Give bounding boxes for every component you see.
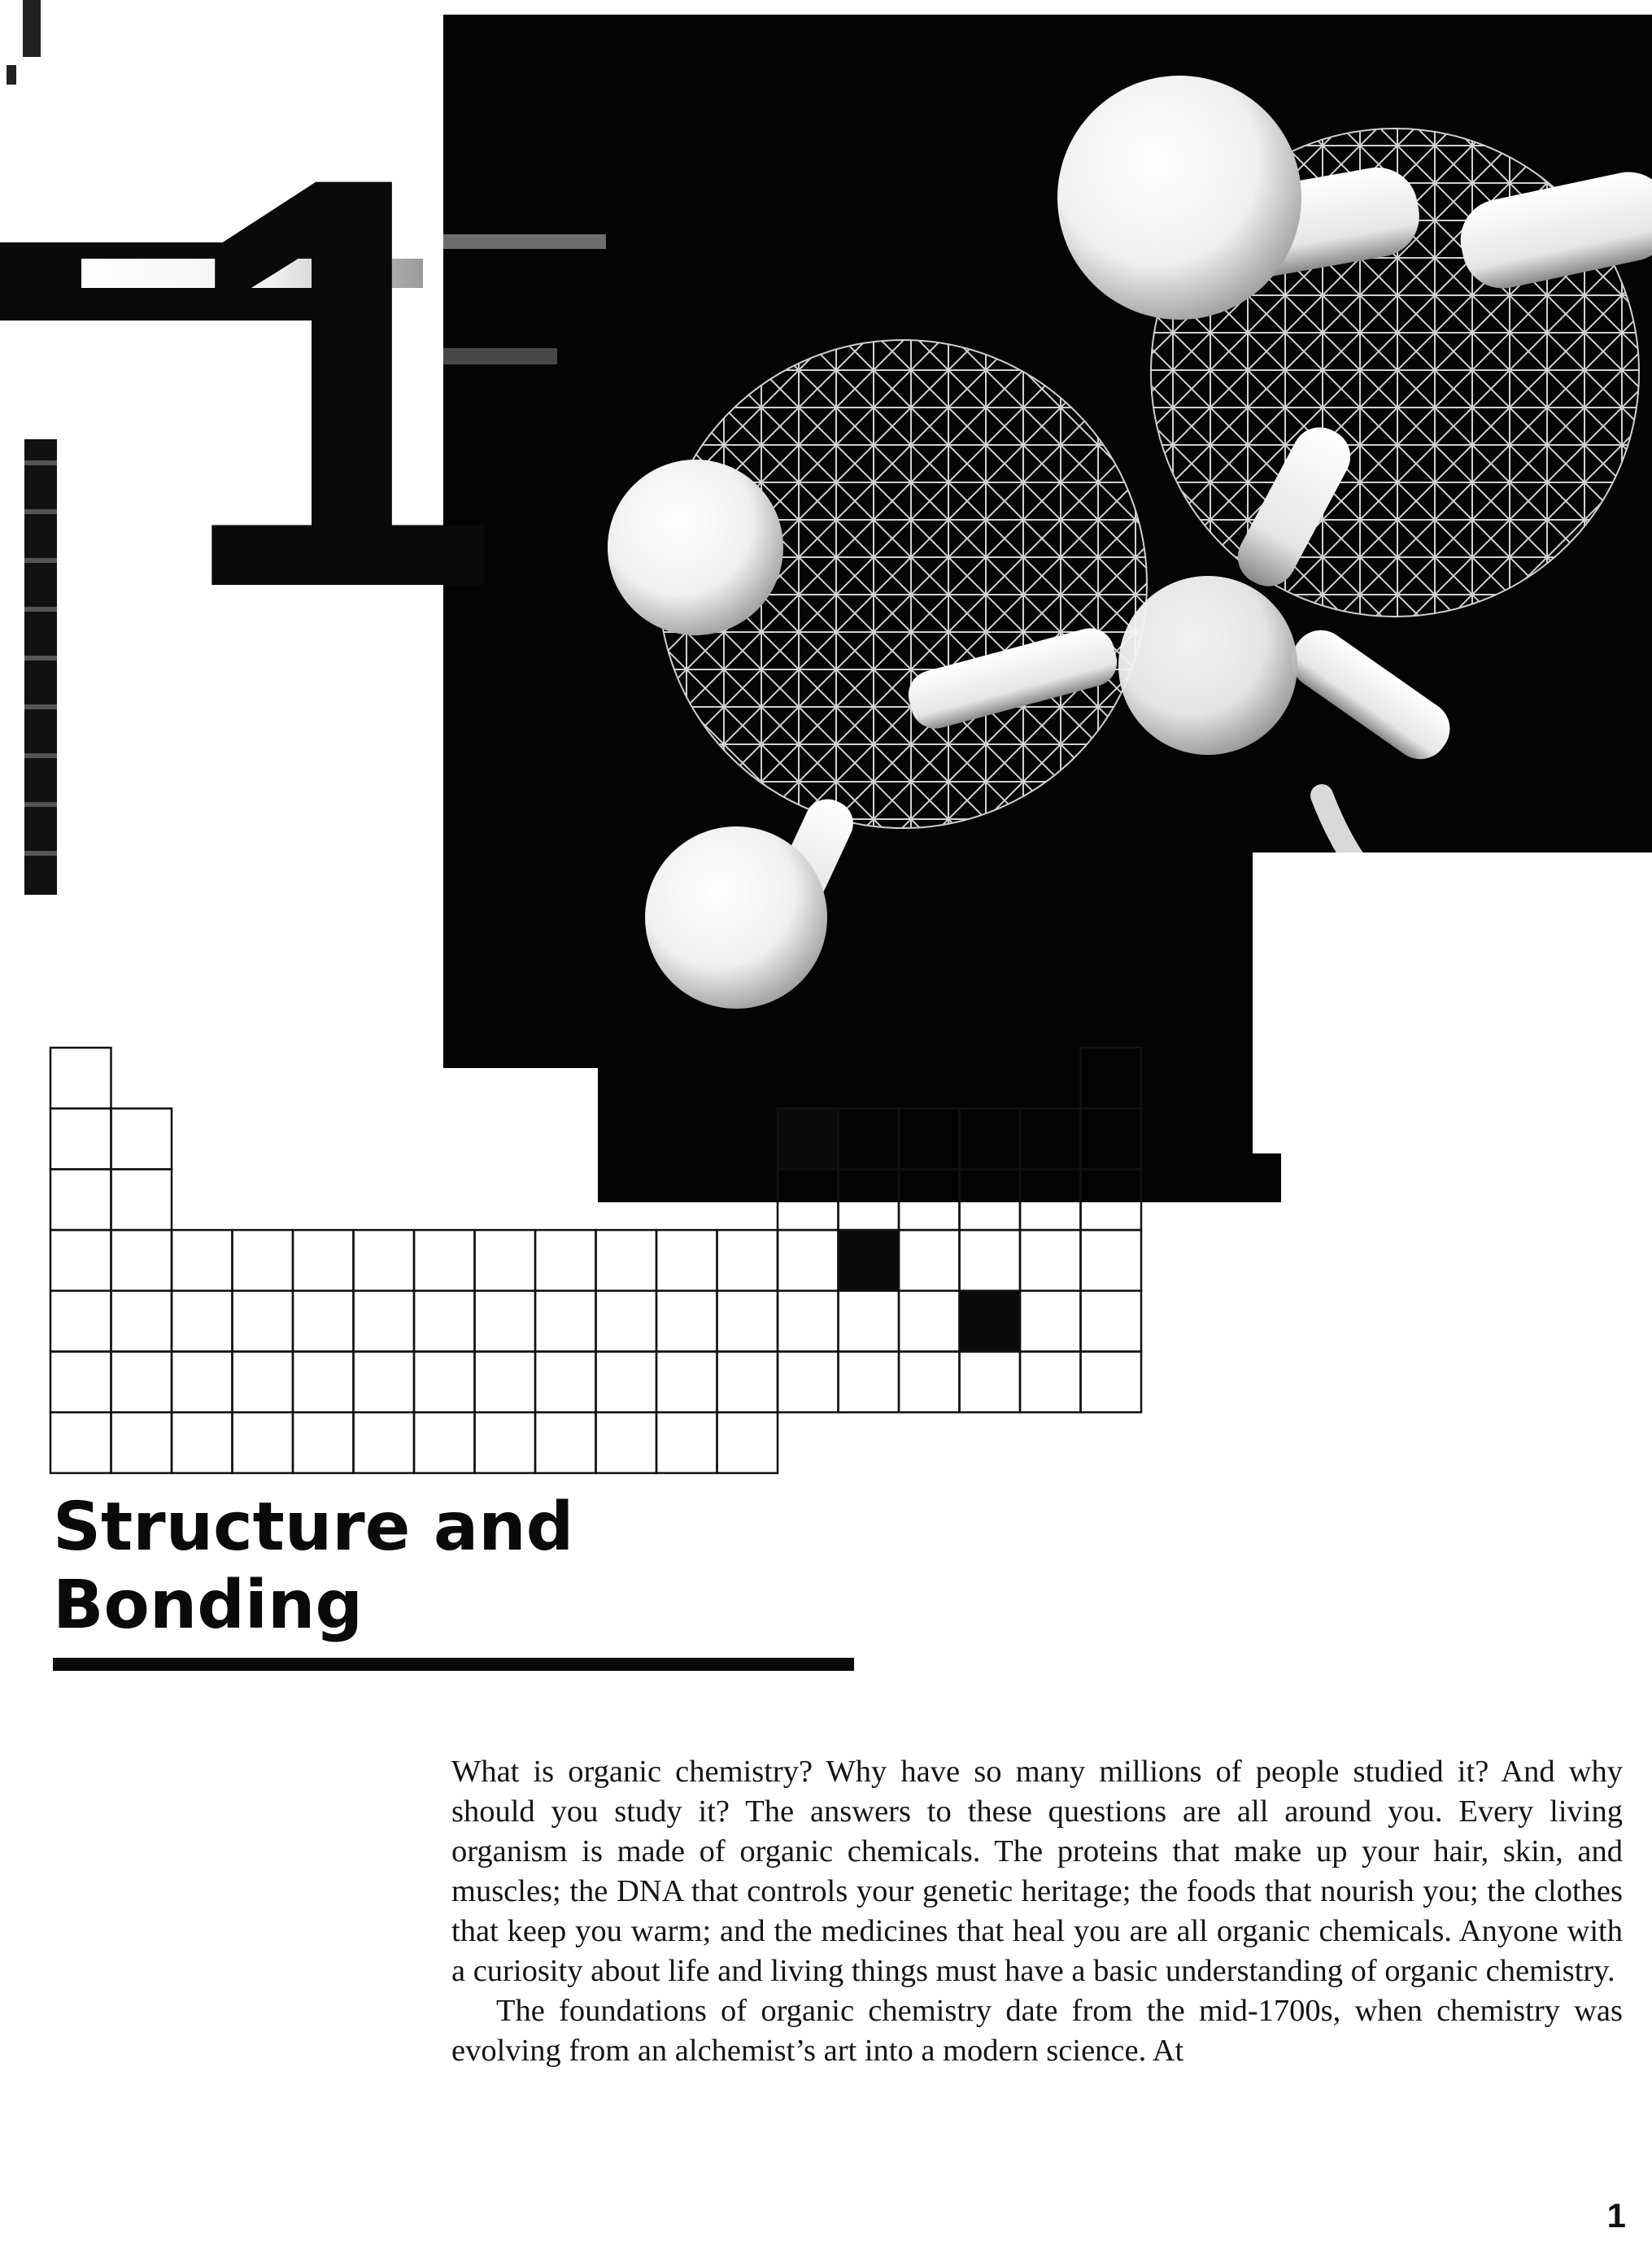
table-cell bbox=[778, 1352, 839, 1413]
table-cell bbox=[839, 1291, 900, 1352]
table-cell bbox=[1081, 1048, 1142, 1109]
body-text bbox=[451, 1752, 1623, 2071]
table-cell bbox=[50, 1352, 111, 1413]
table-cell bbox=[1020, 1352, 1081, 1413]
table-cell bbox=[656, 1412, 717, 1473]
table-cell bbox=[50, 1230, 111, 1291]
table-cell bbox=[50, 1048, 111, 1109]
table-cell bbox=[233, 1412, 294, 1473]
table-cell bbox=[839, 1352, 900, 1413]
chapter-number: 1 bbox=[175, 55, 485, 709]
table-cell bbox=[293, 1352, 354, 1413]
table-cell bbox=[354, 1352, 415, 1413]
paragraph: What is organic chemistry? Why have so many millions of people studied it? And why should you study it? The answers to these questions are all around you. Every living organism is made of organic chemicals. The proteins that make up your hair, skin, and muscles; the DNA that controls your genetic heritage; the foods that nourish you; the clothes that keep you warm; and the medicines that heal you are all organic chemicals. Anyone with a curiosity about life and living things must have a basic understanding of organic chemistry. bbox=[451, 1755, 1623, 1988]
table-cell bbox=[656, 1352, 717, 1413]
table-cell bbox=[172, 1412, 233, 1473]
table-cell bbox=[717, 1412, 778, 1473]
table-cell bbox=[960, 1230, 1021, 1291]
table-cell bbox=[1081, 1109, 1142, 1170]
table-cell bbox=[596, 1352, 657, 1413]
table-cell bbox=[475, 1230, 536, 1291]
table-cell bbox=[111, 1291, 172, 1352]
table-cell bbox=[717, 1291, 778, 1352]
table-cell bbox=[475, 1412, 536, 1473]
table-cell bbox=[535, 1352, 596, 1413]
table-cell bbox=[596, 1291, 657, 1352]
table-cell bbox=[899, 1169, 960, 1230]
table-cell bbox=[717, 1230, 778, 1291]
table-cell bbox=[1081, 1230, 1142, 1291]
table-cell bbox=[899, 1230, 960, 1291]
table-cell bbox=[778, 1291, 839, 1352]
table-cell bbox=[778, 1109, 839, 1170]
table-cell bbox=[293, 1291, 354, 1352]
table-cell bbox=[839, 1169, 900, 1230]
table-cell bbox=[414, 1352, 475, 1413]
title-rule bbox=[53, 1658, 854, 1671]
table-cell bbox=[414, 1291, 475, 1352]
table-cell bbox=[293, 1412, 354, 1473]
paragraph: The foundations of organic chemistry date from the mid-1700s, when chemistry was evolving from an alchemist’s art into a modern science. At bbox=[451, 1994, 1623, 2068]
table-cell bbox=[111, 1412, 172, 1473]
table-cell bbox=[1020, 1169, 1081, 1230]
table-cell bbox=[233, 1352, 294, 1413]
table-cell bbox=[475, 1291, 536, 1352]
table-cell bbox=[111, 1169, 172, 1230]
table-cell bbox=[839, 1109, 900, 1170]
table-cell bbox=[475, 1352, 536, 1413]
table-cell bbox=[50, 1109, 111, 1170]
table-cell bbox=[172, 1230, 233, 1291]
table-cell bbox=[656, 1291, 717, 1352]
table-cell bbox=[50, 1412, 111, 1473]
table-cell bbox=[50, 1291, 111, 1352]
chapter-title: Structure and Bonding bbox=[53, 1489, 574, 1644]
table-cell bbox=[1020, 1291, 1081, 1352]
table-cell bbox=[111, 1230, 172, 1291]
table-cell bbox=[839, 1230, 900, 1291]
table-cell bbox=[1020, 1230, 1081, 1291]
table-cell bbox=[960, 1291, 1021, 1352]
table-cell bbox=[960, 1169, 1021, 1230]
table-cell bbox=[354, 1230, 415, 1291]
table-cell bbox=[778, 1230, 839, 1291]
table-cell bbox=[50, 1169, 111, 1230]
table-cell bbox=[1081, 1169, 1142, 1230]
table-cell bbox=[960, 1109, 1021, 1170]
table-cell bbox=[656, 1230, 717, 1291]
table-cell bbox=[414, 1412, 475, 1473]
table-cell bbox=[899, 1291, 960, 1352]
table-cell bbox=[293, 1230, 354, 1291]
page-number: 1 bbox=[1606, 2196, 1626, 2235]
table-cell bbox=[354, 1291, 415, 1352]
table-cell bbox=[960, 1352, 1021, 1413]
table-cell bbox=[596, 1412, 657, 1473]
table-cell bbox=[172, 1352, 233, 1413]
table-cell bbox=[354, 1412, 415, 1473]
table-cell bbox=[1081, 1291, 1142, 1352]
table-cell bbox=[233, 1230, 294, 1291]
table-cell bbox=[899, 1109, 960, 1170]
table-cell bbox=[535, 1412, 596, 1473]
table-cell bbox=[414, 1230, 475, 1291]
table-cell bbox=[899, 1352, 960, 1413]
table-cell bbox=[717, 1352, 778, 1413]
table-cell bbox=[111, 1352, 172, 1413]
table-cell bbox=[778, 1169, 839, 1230]
table-cell bbox=[535, 1230, 596, 1291]
table-cell bbox=[1081, 1352, 1142, 1413]
table-cell bbox=[172, 1291, 233, 1352]
table-cell bbox=[1020, 1109, 1081, 1170]
table-cell bbox=[596, 1230, 657, 1291]
table-cell bbox=[535, 1291, 596, 1352]
table-cell bbox=[111, 1109, 172, 1170]
table-cell bbox=[233, 1291, 294, 1352]
